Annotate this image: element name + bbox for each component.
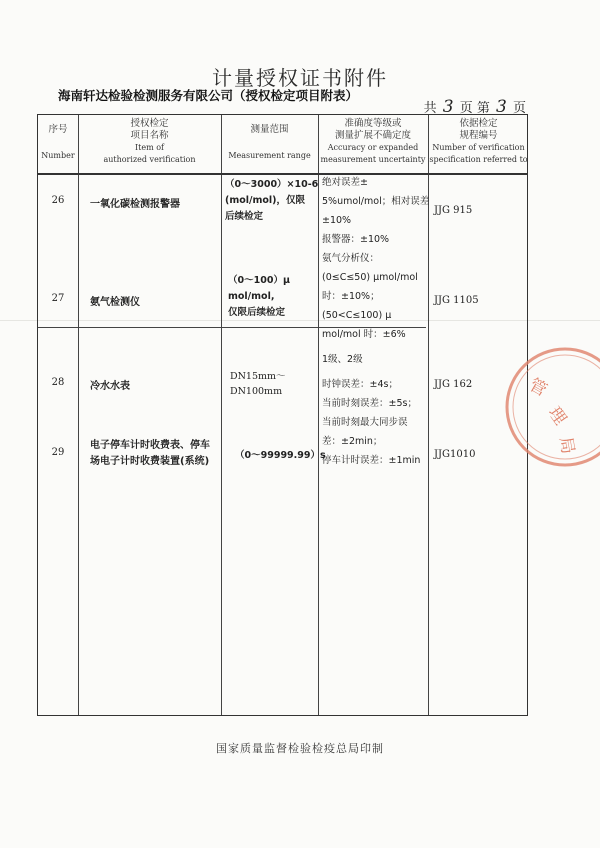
row-item: 电子停车计时收费表、停车 场电子计时收费装置(系统) <box>90 440 210 467</box>
accuracy-line: 绝对误差± <box>322 177 368 188</box>
accuracy-line: 氨气分析仪： <box>322 253 380 264</box>
accuracy-line: 差：±2min； <box>322 436 383 447</box>
header-number: 序号 Number <box>41 124 75 160</box>
stamp-char: 理 <box>543 403 571 429</box>
row-spec: JJG 162 <box>434 379 473 390</box>
row-number: 26 <box>51 195 65 206</box>
accuracy-line: (0≤C≤50) μmol/mol <box>322 272 418 283</box>
header-spec: 依据检定 规程编号 Number of verification specification referred to <box>429 118 528 164</box>
page-suffix: 页 <box>512 101 526 116</box>
official-seal-stamp <box>500 342 600 472</box>
row-number: 28 <box>51 377 65 388</box>
column-divider <box>78 115 79 715</box>
accuracy-line: 停车计时误差：±1min <box>322 455 421 466</box>
accuracy-line: 当前时刻最大同步误 <box>322 417 408 428</box>
row-range: （0～100）μ mol/mol, 仅限后续检定 <box>228 275 290 318</box>
row-item: 冷水水表 <box>90 381 130 392</box>
accuracy-column <box>322 173 430 470</box>
authorization-table <box>37 114 528 716</box>
row-range: （0～99999.99）s <box>235 450 326 461</box>
accuracy-line: ±10% <box>322 215 352 226</box>
accuracy-line: mol/mol 时：±6% <box>322 329 406 340</box>
row-spec: JJG 1105 <box>434 295 479 306</box>
accuracy-line: 1级、2级 <box>322 354 363 365</box>
accuracy-line: (50<C≤100) μ <box>322 310 392 321</box>
row-spec: JJG1010 <box>434 449 476 460</box>
page-mid: 页 第 <box>459 101 490 116</box>
row-spec: JJG 915 <box>434 205 473 216</box>
row-item: 一氧化碳检测报警器 <box>90 199 180 210</box>
column-divider <box>221 115 222 715</box>
header-accuracy: 准确度等级或 测量扩展不确定度 Accuracy or expanded measurement uncertainty <box>320 118 426 164</box>
row-item: 氨气检测仪 <box>90 297 140 308</box>
row-range: （0～3000）×10-6 (mol/mol)，仅限 后续检定 <box>225 179 319 222</box>
page-prefix: 共 <box>423 101 437 116</box>
header-divider <box>38 173 527 175</box>
printed-by-footer: 国家质量监督检验检疫总局印制 <box>216 742 384 755</box>
header-range: 测量范围 Measurement range <box>228 124 311 160</box>
row-number: 27 <box>51 293 65 304</box>
accuracy-line: 时：±10%； <box>322 291 380 302</box>
company-subtitle: 海南轩达检验检测服务有限公司（授权检定项目附表） <box>58 88 359 103</box>
row-range: DN15mm～ DN100mm <box>230 371 286 397</box>
accuracy-line: 5%umol/mol；相对误差 <box>322 196 430 207</box>
accuracy-line: 当前时刻误差：±5s； <box>322 398 417 409</box>
page-current: 3 <box>496 97 507 117</box>
stamp-char: 管 <box>525 375 551 401</box>
stamp-char: 局 <box>555 435 578 456</box>
header-item: 授权检定 项目名称 Item of authorized verification <box>103 118 196 164</box>
accuracy-line: 时钟误差：±4s； <box>322 379 398 390</box>
page-total: 3 <box>442 97 454 117</box>
accuracy-line: 报警器：±10% <box>322 234 390 245</box>
row-number: 29 <box>51 447 65 458</box>
page-title: 计量授权证书附件 <box>212 66 388 90</box>
